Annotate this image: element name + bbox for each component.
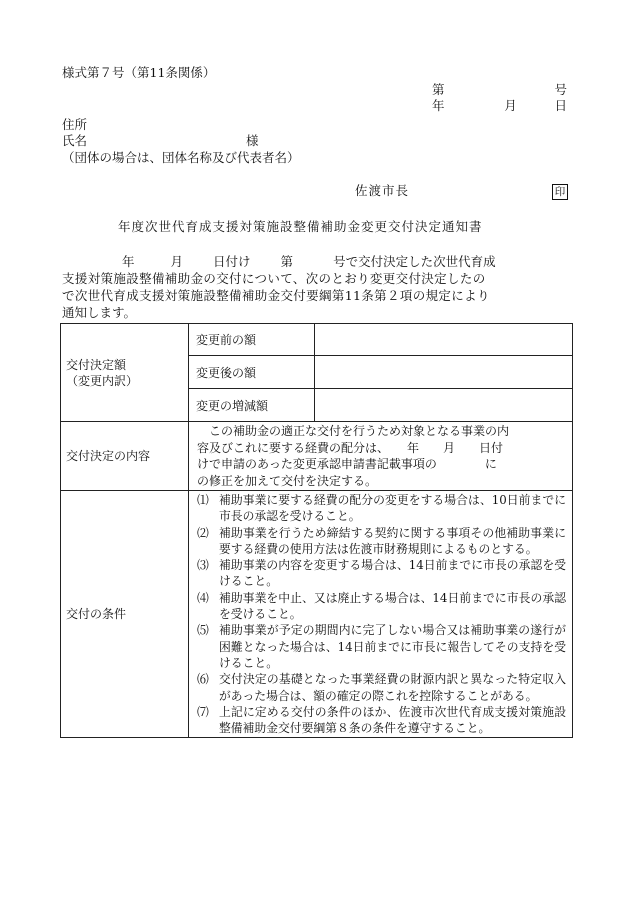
body-number-prefix: 第 — [280, 254, 294, 269]
condition-number: ⑷ — [197, 590, 209, 605]
condition-text: 補助事業が予定の期間内に完了しない場合又は補助事業の遂行が困難となった場合は、14日前までに市長に報告してその支持を受けること。 — [219, 623, 566, 670]
condition-item — [197, 704, 566, 737]
amount-row-before — [61, 324, 573, 356]
amount-after-value — [315, 356, 573, 389]
condition-number: ⑺ — [197, 704, 209, 719]
condition-item — [197, 622, 566, 671]
conditions-list — [189, 491, 573, 738]
decision-table — [60, 323, 573, 738]
amount-label-cell — [61, 324, 189, 422]
condition-text: 補助事業を中止、又は廃止する場合は、14日前までに市長の承認を受けること。 — [219, 590, 566, 622]
amount-label-line1: 交付決定額 — [66, 357, 127, 372]
group-note: （団体の場合は、団体名称及び代表者名） — [62, 150, 300, 165]
body-date-suffix: 日付け — [213, 254, 251, 269]
condition-item — [197, 525, 566, 558]
condition-number: ⑸ — [197, 623, 209, 638]
document-title: 年度次世代育成支援対策施設整備補助金変更交付決定通知書 — [118, 219, 483, 234]
body-month: 月 — [170, 254, 184, 269]
form-number: 様式第７号（第11条関係） — [62, 65, 216, 80]
condition-item — [197, 671, 566, 704]
condition-text: 補助事業を行うため締結する契約に関する事項その他補助事業に要する経費の使用方法は佐渡市財務規則によるものとする。 — [219, 525, 566, 556]
condition-text: 交付決定の基礎となった事業経費の財源内訳と異なった特定収入があった場合は、額の確定の際これを控除することがある。 — [219, 672, 566, 703]
condition-text: 上記に定める交付の条件のほか、佐渡市次世代育成支援対策施設整備補助金交付要綱第８条の条件を遵守すること。 — [219, 704, 566, 736]
issue-date-day: 日 — [554, 98, 567, 113]
amount-before-value — [315, 324, 573, 356]
condition-item — [197, 590, 566, 623]
issue-number-line — [432, 82, 567, 98]
amount-before-label: 変更前の額 — [189, 324, 315, 356]
name-label: 氏名 — [62, 133, 88, 148]
content-text-line: けで申請のあった変更承認申請書記載事項の に — [197, 457, 497, 471]
issue-date-year: 年 — [432, 98, 445, 113]
content-text-line: の修正を加えて交付を決定する。 — [197, 473, 378, 488]
condition-text: 補助事業に要する経費の配分の変更をする場合は、10日前までに市長の承認を受けること。 — [219, 493, 566, 524]
body-line-1 — [62, 254, 567, 270]
content-row — [61, 422, 573, 491]
condition-number: ⑴ — [197, 493, 209, 507]
amount-diff-value — [315, 389, 573, 422]
body-line-4: 通知します。 — [62, 305, 137, 320]
content-text — [189, 422, 573, 491]
content-label: 交付決定の内容 — [61, 422, 189, 491]
amount-diff-label: 変更の増減額 — [189, 389, 315, 422]
condition-text: 補助事業の内容を変更する場合は、14日前までに市長の承認を受けること。 — [219, 558, 566, 589]
body-line-3: で次世代育成支援対策施設整備補助金交付要綱第11条第２項の規定により — [62, 288, 490, 303]
mayor-title: 佐渡市長 — [355, 183, 410, 198]
body-line-2: 支援対策施設整備補助金の交付について、次のとおり変更交付決定したの — [62, 271, 486, 286]
conditions-label: 交付の条件 — [61, 491, 189, 738]
issue-number-prefix: 第 — [432, 82, 445, 97]
body-year: 年 — [122, 254, 135, 269]
body-line1-rest: 号で交付決定した次世代育成 — [333, 254, 496, 269]
address-label: 住所 — [62, 117, 88, 132]
condition-item — [197, 492, 566, 525]
honorific: 様 — [246, 133, 259, 148]
seal-mark: 印 — [552, 184, 568, 200]
condition-number: ⑶ — [197, 558, 209, 573]
content-text-line: この補助金の適正な交付を行うため対象となる事業の内 — [197, 424, 510, 438]
amount-label-line2: （変更内訳） — [66, 373, 139, 388]
issue-number-suffix: 号 — [554, 82, 567, 97]
condition-item — [197, 557, 566, 590]
conditions-row — [61, 491, 573, 738]
condition-number: ⑹ — [197, 672, 209, 687]
condition-number: ⑵ — [197, 525, 209, 540]
content-text-line: 容及びこれに要する経費の配分は、 年 月 日付 — [197, 440, 504, 455]
issue-date-month: 月 — [504, 98, 517, 113]
issue-date-line — [432, 98, 567, 114]
amount-after-label: 変更後の額 — [189, 356, 315, 389]
